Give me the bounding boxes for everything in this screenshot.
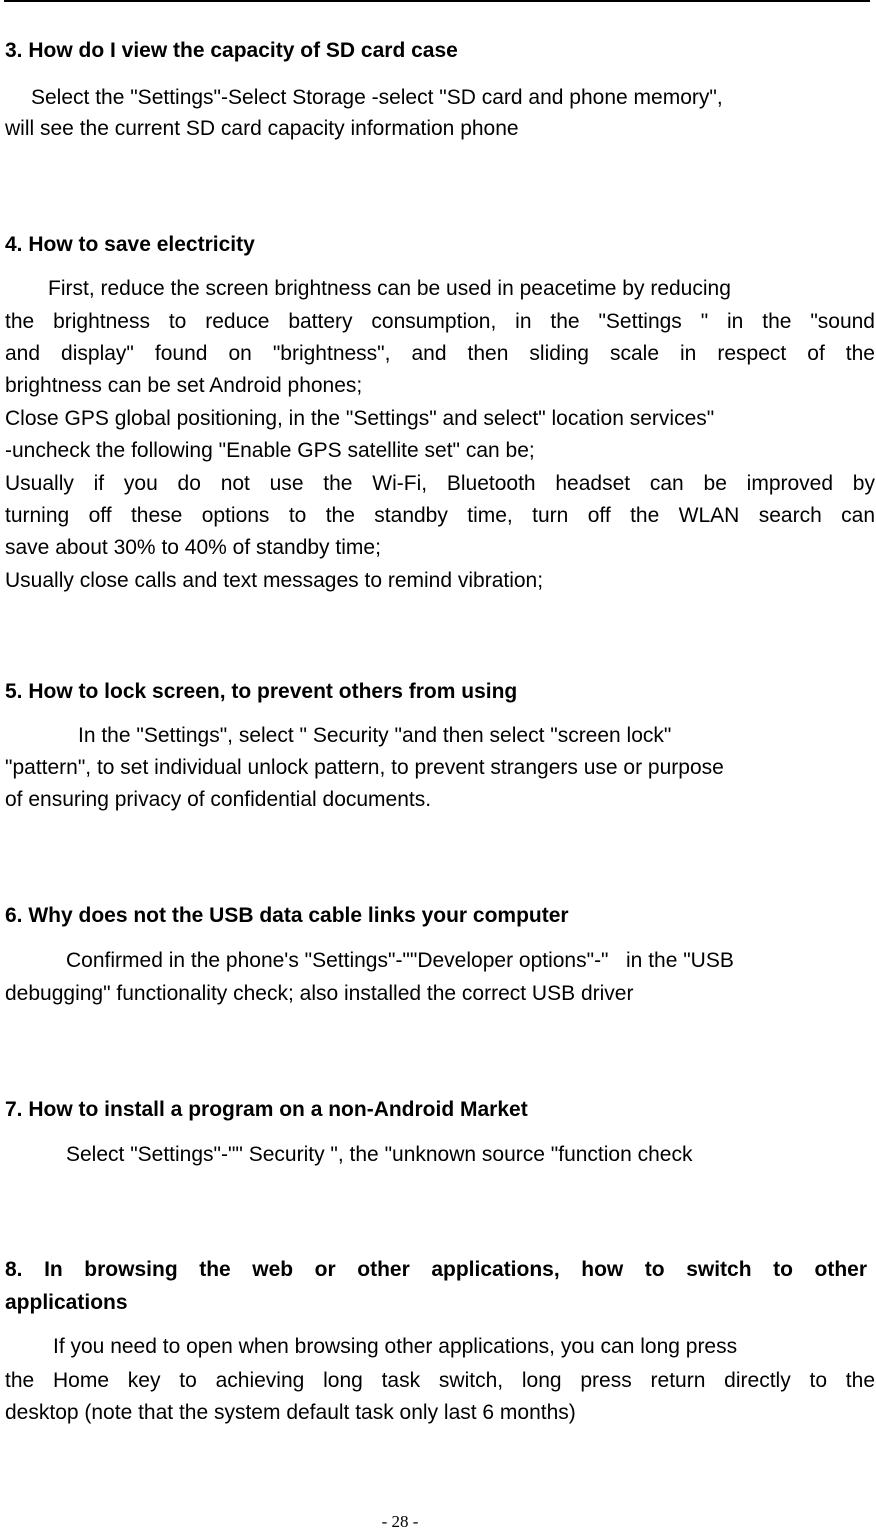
section-4-line-9: save about 30% to 40% of standby time;: [5, 536, 381, 559]
section-4-line-3: and display" found on "brightness", and then sliding scale in respect of the: [5, 342, 875, 365]
section-7-heading: 7. How to install a program on a non-Android Market: [5, 1098, 528, 1121]
section-8-line-3: desktop (note that the system default task only last 6 months): [5, 1401, 576, 1424]
section-5-heading: 5. How to lock screen, to prevent others from using: [5, 680, 518, 703]
section-4-line-7: Usually if you do not use the Wi-Fi, Bluetooth headset can be improved by: [5, 472, 875, 495]
section-3-line-2: will see the current SD card capacity information phone: [5, 117, 519, 140]
section-4-line-8: turning off these options to the standby time, turn off the WLAN search can: [5, 504, 875, 527]
section-8-heading-line-2: applications: [5, 1291, 128, 1314]
section-7-line-1: Select "Settings"-"" Security ", the "unknown source "function check: [66, 1143, 693, 1166]
section-4-line-2: the brightness to reduce battery consumption, in the "Settings " in the "sound: [5, 310, 875, 333]
section-4-line-10: Usually close calls and text messages to remind vibration;: [5, 569, 544, 592]
section-5-line-2: "pattern", to set individual unlock pattern, to prevent strangers use or purpose: [5, 756, 724, 779]
page-number: - 28 -: [381, 1512, 419, 1531]
section-8-line-2: the Home key to achieving long task switch, long press return directly to the: [5, 1369, 875, 1392]
section-4-line-1: First, reduce the screen brightness can be used in peacetime by reducing: [48, 277, 731, 300]
section-5-line-3: of ensuring privacy of confidential documents.: [5, 788, 432, 811]
section-6-line-1: Confirmed in the phone's "Settings"-""Developer options"-" in the "USB: [66, 949, 734, 972]
section-4-line-6: -uncheck the following "Enable GPS satellite set" can be;: [5, 439, 535, 462]
section-3-heading: 3. How do I view the capacity of SD card case: [5, 39, 458, 62]
section-8-heading-line-1: 8. In browsing the web or other applications, how to switch to other: [5, 1258, 867, 1281]
section-3-line-1: Select the "Settings"-Select Storage -select "SD card and phone memory",: [31, 86, 723, 109]
top-rule: [4, 0, 870, 2]
section-4-heading: 4. How to save electricity: [5, 233, 255, 256]
section-4-line-5: Close GPS global positioning, in the "Settings" and select" location services": [5, 407, 715, 430]
section-5-line-1: In the "Settings", select " Security "and then select "screen lock": [78, 724, 672, 747]
section-6-line-2: debugging" functionality check; also installed the correct USB driver: [5, 982, 634, 1005]
section-6-heading: 6. Why does not the USB data cable links your computer: [5, 904, 569, 927]
section-8-line-1: If you need to open when browsing other applications, you can long press: [53, 1335, 738, 1358]
section-4-line-4: brightness can be set Android phones;: [5, 374, 363, 397]
